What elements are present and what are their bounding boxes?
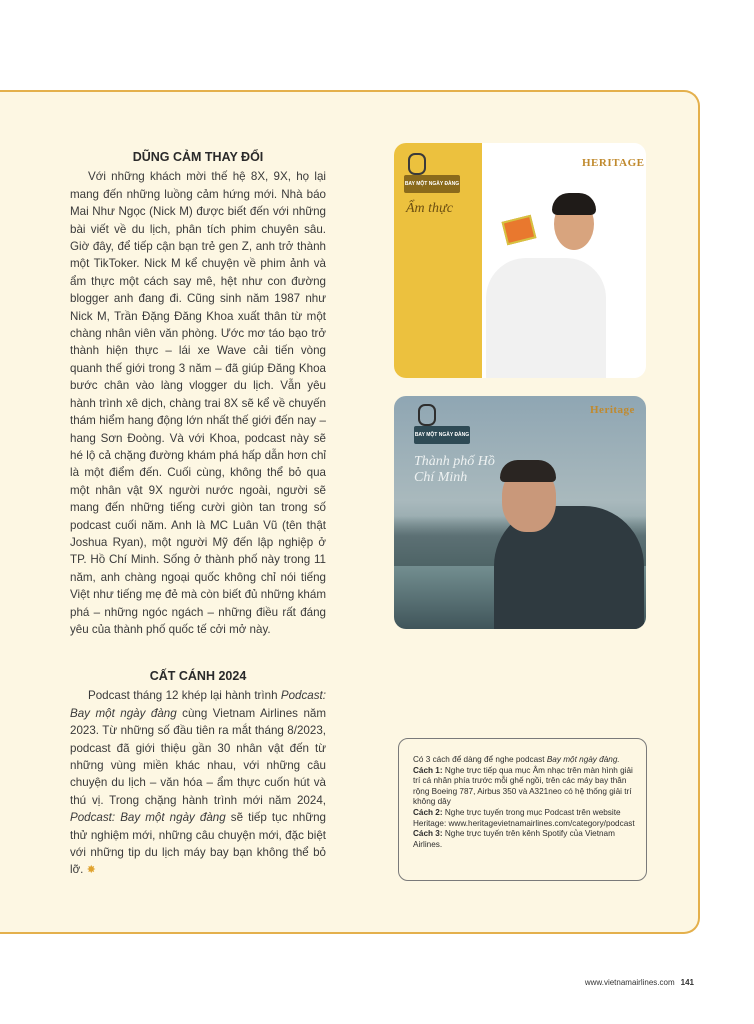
heritage-logo: Heritage	[590, 404, 635, 416]
section-body: Podcast tháng 12 khép lại hành trình Podcast: Bay một ngày đàng cùng Vietnam Airlines năm 2023. Từ những số đầu tiên ra mắt tháng 8/2023, podcast đã giới thiệu gần 30 nhân vật đến từ những vùng miền khác nhau, với những câu chuyện du lịch – văn hóa – ẩm thực cuốn hút và thú vị. Trong chặng hành trình mới năm 2024, Podcast: Bay một ngày đàng sẽ tiếp tục những thử nghiệm mới, những câu chuyện mới, đặc biệt với những tip du lịch máy bay bạn không thể bỏ lỡ. ✸	[70, 689, 327, 877]
end-mark-icon: ✸	[86, 864, 96, 877]
page-number: 141	[680, 978, 694, 987]
footer-url: www.vietnamairlines.com	[584, 978, 675, 987]
microphone-icon	[408, 153, 426, 175]
section-heading: DŨNG CẢM THAY ĐỔI	[132, 150, 264, 164]
cover-title: Thành phố Hồ Chí Minh	[414, 454, 495, 485]
podcast-badge: BAY MỘT NGÀY ĐÀNG	[414, 426, 470, 444]
podcast-cover-ho-chi-minh	[394, 396, 646, 629]
info-method-3: Cách 3: Nghe trực tuyến trên kênh Spotify của Vietnam Airlines.	[413, 829, 615, 849]
info-method-2: Cách 2: Nghe trực tuyến trong mục Podcast trên website Heritage: www.heritagevietnamairlines.com/category/podcast	[413, 807, 635, 828]
info-method-1: Cách 1: Nghe trực tiếp qua mục Âm nhạc trên màn hình giải trí cá nhân phía trước mỗi ghế ngồi, trên các máy bay thân rộng Boeing 787, Airbus 350 và A321neo có hệ thống giải trí không dây	[413, 765, 633, 807]
info-intro: Có 3 cách để dàng để nghe podcast Bay một ngày đàng.	[413, 755, 620, 764]
podcast-badge: BAY MỘT NGÀY ĐÀNG	[404, 175, 460, 193]
cover-title: Ẩm thực	[406, 201, 453, 216]
microphone-icon	[418, 404, 436, 426]
section-dung-cam-thay-doi	[70, 149, 326, 638]
page-footer	[585, 978, 694, 987]
how-to-listen-box	[398, 738, 647, 881]
podcast-cover-am-thuc	[394, 143, 646, 378]
section-body: Với những khách mời thế hệ 8X, 9X, họ lại mang đến những luồng cảm hứng mới. Nhà báo Mai Như Ngọc (Nick M) được biết đến với những bài viết về du lịch, phân tích phim chuyên sâu. Giờ đây, để tiếp cận bạn trẻ gen Z, anh trở thành một TikToker. Nick M kể chuyện về phim ảnh và ẩm thực một cách say mê, hệt như con đường blogger anh đang đi. Cũng sinh năm 1987 như Nick M, Trần Đặng Đăng Khoa xuất thân từ một chàng nhân viên văn phòng. Ước mơ táo bạo trở thành hiện thực – lái xe Wave cải tiến vòng quanh thế giới trong 3 năm – đã giúp Đăng Khoa bước chân vào làng vlogger du lịch. Vẫn yêu hành trình xê dịch, chàng trai 8X sẽ kể về chuyến thám hiểm hang động lớn nhất thế giới đến nay – hang Sơn Đoòng. Và với Khoa, podcast này sẽ hé lộ cả chặng đường khám phá hấp dẫn hơn chỉ là một điểm đến. Cuối cùng, không thể bỏ qua một nhân vật 9X người nước ngoài, người sẽ mang đến những tiếng cười giòn tan trong số podcast cuối năm. Anh là MC Luân Vũ (tên thật Joshua Ryan), một người Mỹ đến lập nghiệp ở TP. Hồ Chí Minh. Sống ở thành phố này trong 11 năm, anh chàng ngoại quốc không chỉ nói tiếng Việt như tiếng mẹ đẻ mà còn biết đủ những khám phá – những ngóc ngách – những điều rất đáng yêu của thành phố quốc tế cởi mở này.	[70, 170, 326, 636]
section-heading: CẤT CÁNH 2024	[149, 669, 247, 683]
section-cat-canh-2024	[70, 668, 326, 880]
heritage-logo: HERITAGE	[582, 157, 645, 169]
